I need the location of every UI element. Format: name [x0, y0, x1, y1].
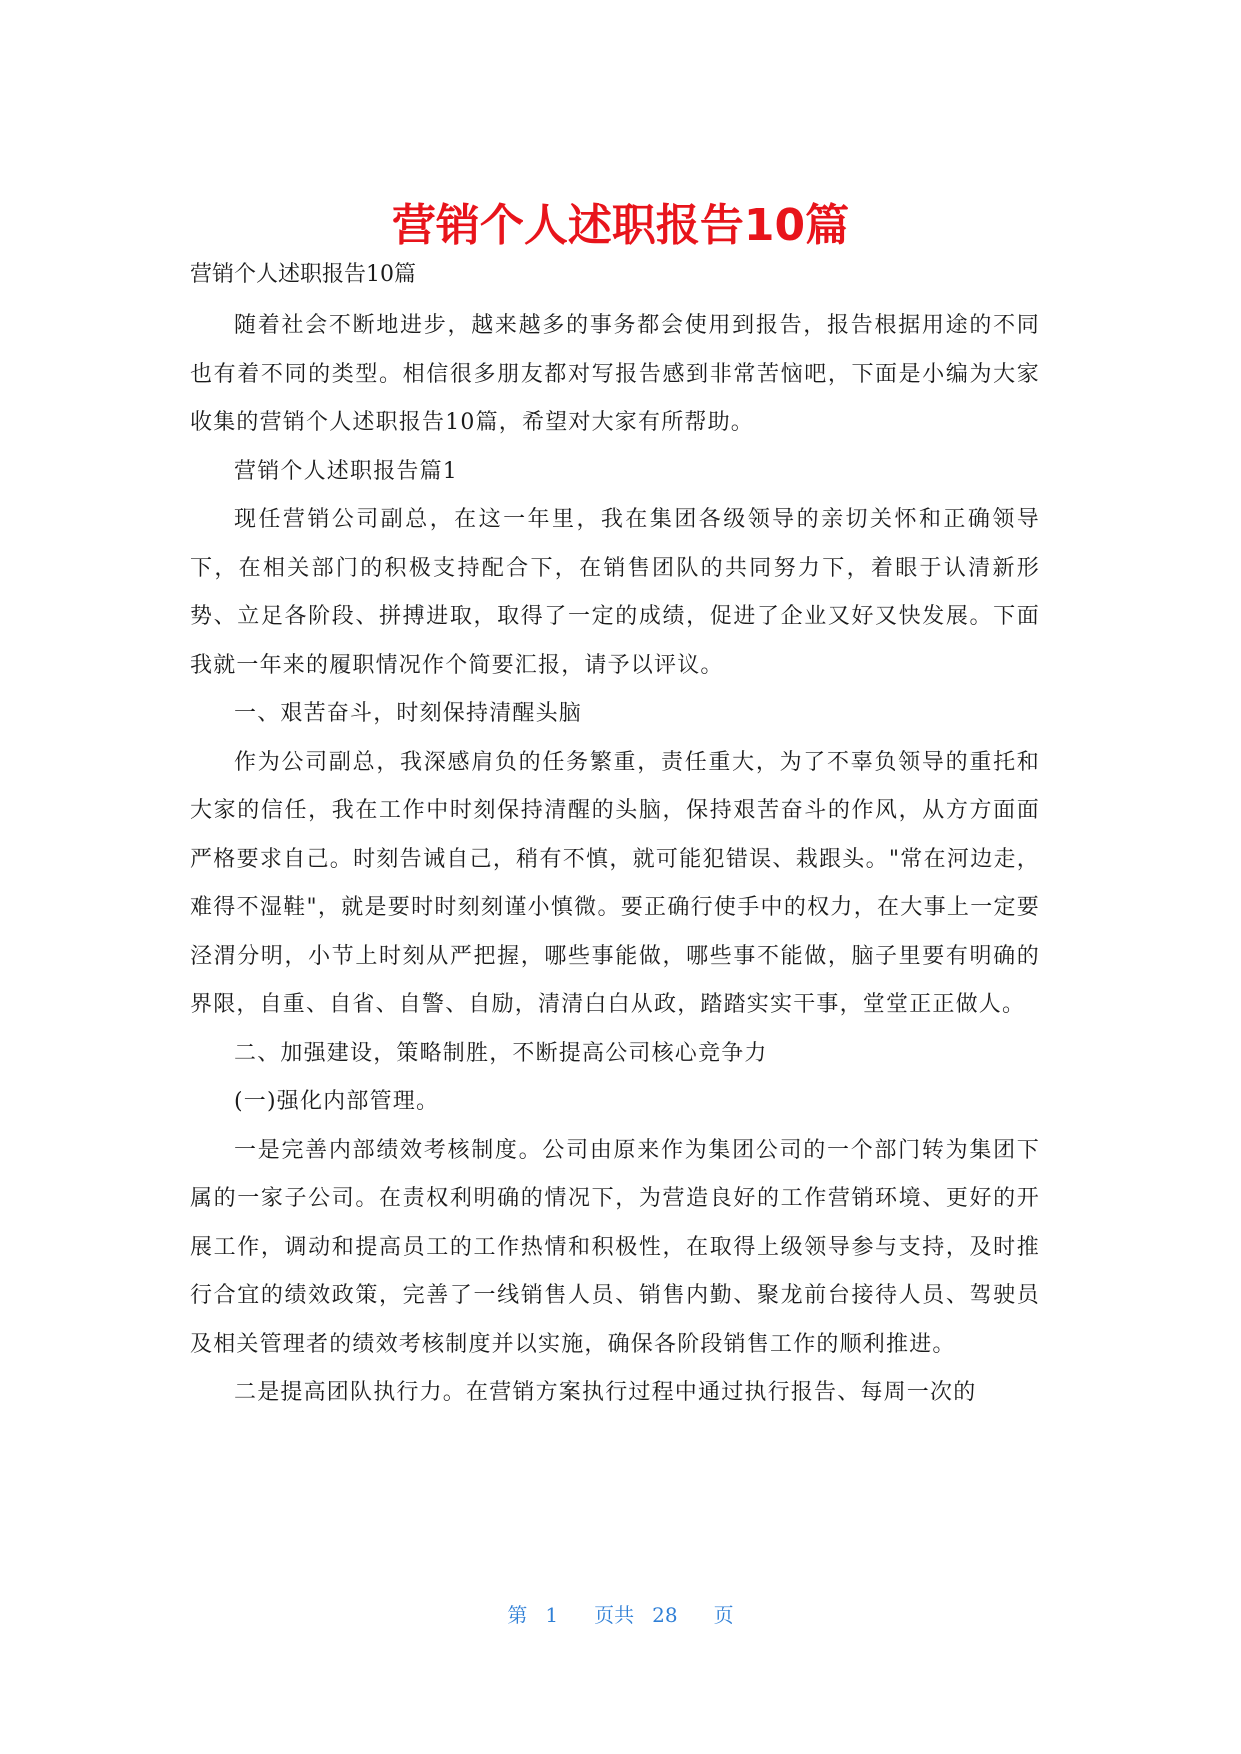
paragraph: 现任营销公司副总，在这一年里，我在集团各级领导的亲切关怀和正确领导下，在相关部门的积极支持配合下，在销售团队的共同努力下，着眼于认清新形势、立足各阶段、拼搏进取，取得了一定的成绩，促进了企业又好又快发展。下面我就一年来的履职情况作个简要汇报，请予以评议。 [190, 507, 1040, 678]
page-label-mid: 页共 [594, 1603, 635, 1627]
section-heading: 一、艰苦奋斗，时刻保持清醒头脑 [234, 701, 583, 726]
paragraph: 一是完善内部绩效考核制度。公司由原来作为集团公司的一个部门转为集团下属的一家子公司。在责权利明确的情况下，为营造良好的工作营销环境、更好的开展工作，调动和提高员工的工作热情和积极性，在取得上级领导参与支持，及时推行合宜的绩效政策，完善了一线销售人员、销售内勤、聚龙前台接待人员、驾驶员及相关管理者的绩效考核制度并以实施，确保各阶段销售工作的顺利推进。 [190, 1137, 1040, 1357]
page-label-pre: 第 [507, 1603, 528, 1627]
section-heading: 二、加强建设，策略制胜，不断提高公司核心竞争力 [234, 1040, 768, 1066]
section-heading: 营销个人述职报告篇1 [234, 458, 458, 484]
paragraph: 二是提高团队执行力。在营销方案执行过程中通过执行报告、每周一次的 [234, 1380, 977, 1405]
subsection-heading: (一)强化内部管理。 [234, 1089, 440, 1114]
total-pages-number: 28 [652, 1603, 678, 1627]
paragraph: 作为公司副总，我深感肩负的任务繁重，责任重大，为了不辜负领导的重托和大家的信任，我在工作中时刻保持清醒的头脑，保持艰苦奋斗的作风，从方方面面严格要求自己。时刻告诫自己，稍有不慎，就可能犯错误、栽跟头。"常在河边走，难得不湿鞋"，就是要时时刻刻谨小慎微。要正确行使手中的权力，在大事上一定要泾渭分明，小节上时刻从严把握，哪些事能做，哪些事不能做，脑子里要有明确的界限，自重、自省、自警、自励，清清白白从政，踏踏实实干事，堂堂正正做人。 [190, 749, 1040, 1017]
page-title: 营销个人述职报告10篇 [391, 200, 850, 251]
current-page-number: 1 [545, 1603, 559, 1627]
document-body [190, 252, 1040, 1418]
page-footer [0, 1600, 1241, 1630]
page-label-post: 页 [713, 1603, 734, 1627]
paragraph: 随着社会不断地进步，越来越多的事务都会使用到报告，报告根据用途的不同也有着不同的类型。相信很多朋友都对写报告感到非常苦恼吧，下面是小编为大家收集的营销个人述职报告10篇，希望对大家有所帮助。 [190, 313, 1040, 435]
document-subtitle: 营销个人述职报告10篇 [190, 262, 416, 287]
